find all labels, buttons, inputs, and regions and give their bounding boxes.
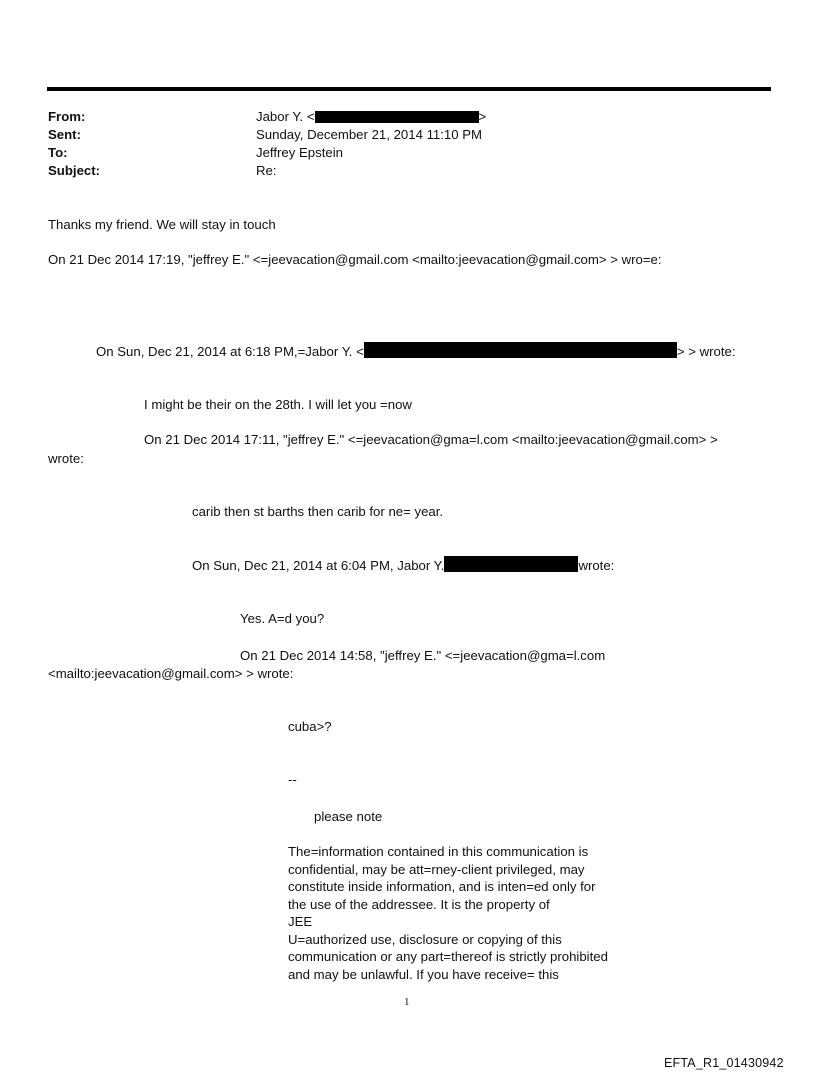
document-id: EFTA_R1_01430942 xyxy=(664,1056,784,1070)
quote-header-4-prefix: On Sun, Dec 21, 2014 at 6:04 PM, Jabor Y. xyxy=(192,558,445,573)
disclaimer-line: communication or any part=thereof is strictly prohibited xyxy=(288,949,608,964)
body-line-quote-header-5-wrap: <mailto:jeevacation@gmail.com> > wrote: xyxy=(48,666,294,681)
disclaimer-block xyxy=(288,843,648,983)
body-line-carib: carib then st barths then carib for ne= year. xyxy=(192,504,444,519)
body-line-quote-header-4 xyxy=(192,556,614,574)
body-line-yes: Yes. A=d you? xyxy=(240,611,325,626)
header-rule xyxy=(47,87,771,91)
disclaimer-line: JEE xyxy=(288,914,313,929)
sent-value: Sunday, December 21, 2014 11:10 PM xyxy=(256,127,483,142)
subject-value: Re: xyxy=(256,163,277,178)
body-line-quote-header-2 xyxy=(96,342,736,360)
body-line-quote-header-5: On 21 Dec 2014 14:58, "jeffrey E." <=jeevacation@gma=l.com xyxy=(240,648,606,663)
body-line-quote-header-3-wrap: wrote: xyxy=(48,451,84,466)
body-line-quote-header-3: On 21 Dec 2014 17:11, "jeffrey E." <=jeevacation@gma=l.com <mailto:jeevacation@gmail.com> > xyxy=(144,432,718,447)
disclaimer-line: the use of the addressee. It is the property of xyxy=(288,896,550,912)
disclaimer-line: The=information contained in this communication is xyxy=(288,844,589,859)
from-label: From: xyxy=(48,109,86,124)
quote-header-2-suffix: > > wrote: xyxy=(676,344,736,359)
redaction-bar xyxy=(315,111,479,123)
from-name: Jabor Y. < xyxy=(256,109,315,124)
body-line-thanks: Thanks my friend. We will stay in touch xyxy=(48,217,276,232)
to-label: To: xyxy=(48,145,68,160)
disclaimer-line: and may be unlawful. If you have receive= this xyxy=(288,966,559,982)
quote-header-4-suffix: wrote: xyxy=(578,558,615,573)
disclaimer-line: confidential, may be att=rney-client privileged, may xyxy=(288,861,585,877)
body-line-please-note: please note xyxy=(314,809,383,824)
quote-header-2-prefix: On Sun, Dec 21, 2014 at 6:18 PM,=Jabor Y. < xyxy=(96,344,364,359)
signature-separator: -- xyxy=(288,772,297,787)
disclaimer-line: U=authorized use, disclosure or copying of this xyxy=(288,931,562,947)
body-line-cuba: cuba>? xyxy=(288,719,332,734)
redaction-bar xyxy=(364,342,677,358)
sent-label: Sent: xyxy=(48,127,81,142)
body-line-their: I might be their on the 28th. I will let you =now xyxy=(144,397,412,412)
subject-label: Subject: xyxy=(48,163,101,178)
to-value: Jeffrey Epstein xyxy=(256,145,343,160)
redaction-bar xyxy=(444,556,578,572)
from-suffix: > xyxy=(478,109,487,124)
from-value xyxy=(256,108,486,125)
body-line-quote-header-1: On 21 Dec 2014 17:19, "jeffrey E." <=jeevacation@gmail.com <mailto:jeevacation@gmail.com> > wro=e: xyxy=(48,252,662,267)
page-number: 1 xyxy=(404,996,410,1008)
disclaimer-line: constitute inside information, and is inten=ed only for xyxy=(288,879,596,894)
